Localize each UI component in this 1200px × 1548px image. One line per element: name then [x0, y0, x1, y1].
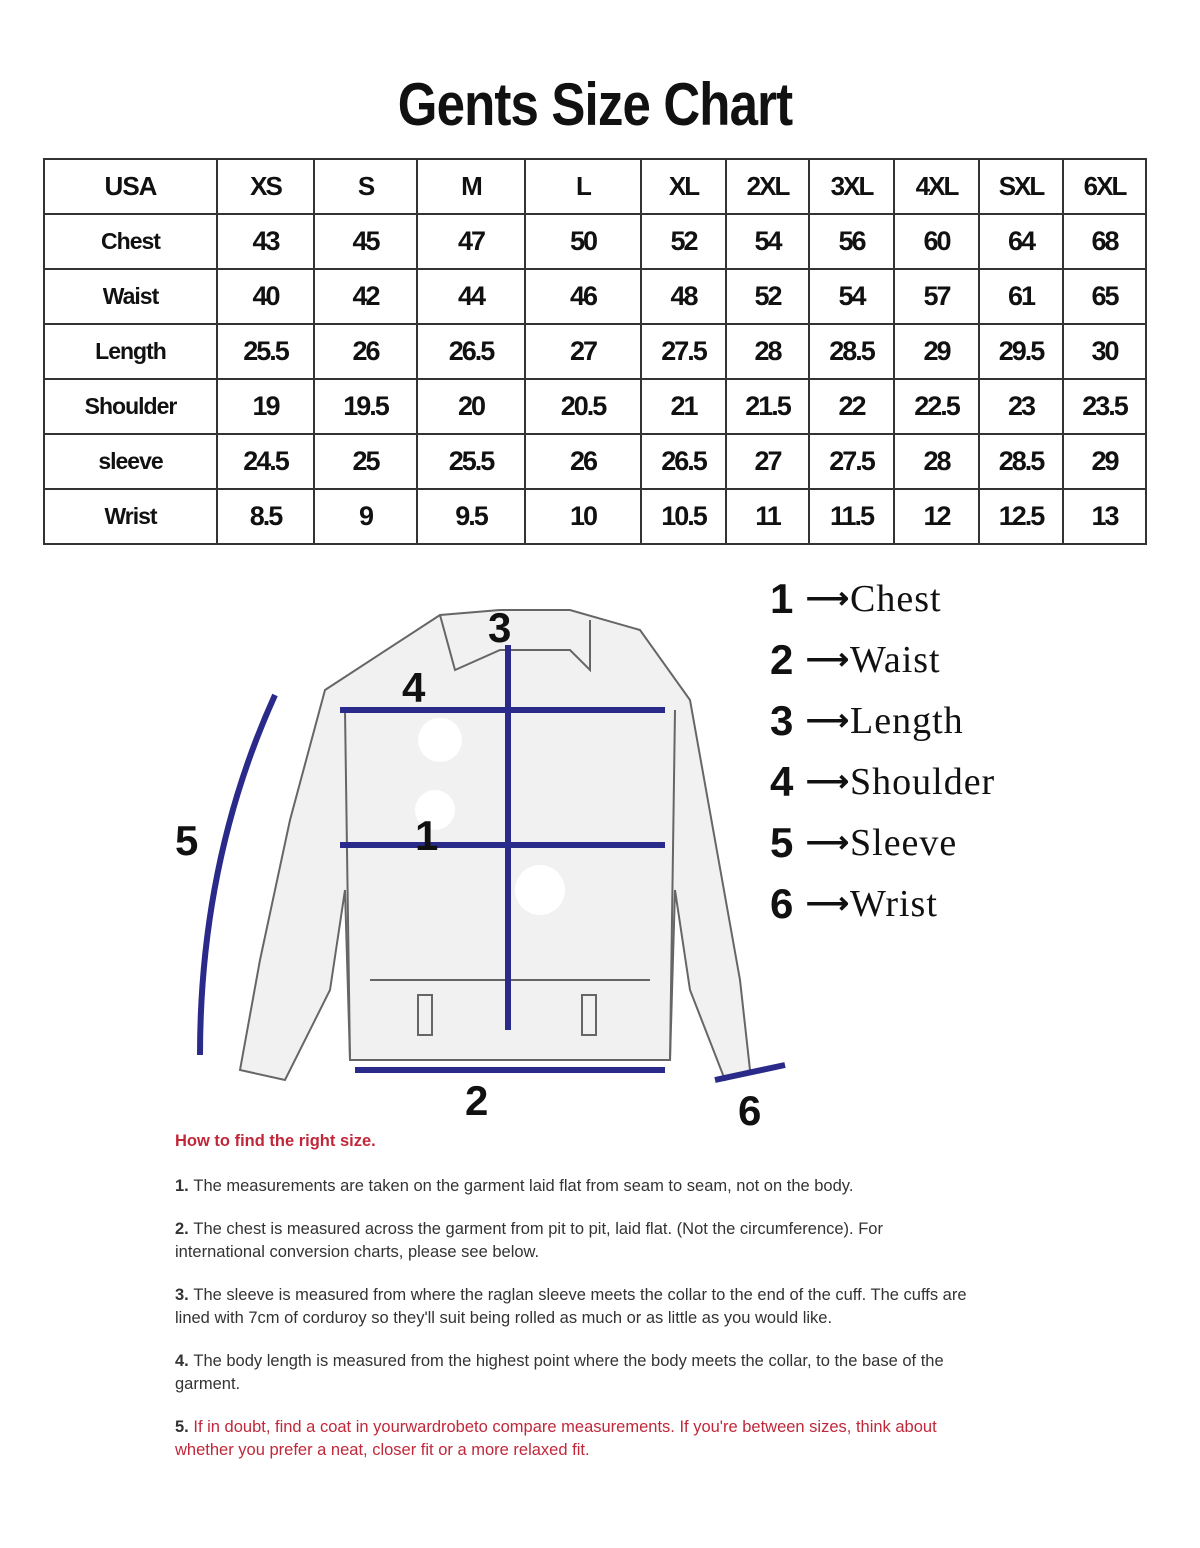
note-number: 3.: [175, 1286, 194, 1304]
table-cell: 61: [979, 269, 1063, 324]
table-cell: 44: [417, 269, 525, 324]
table-cell: 29.5: [979, 324, 1063, 379]
marker-3: 3: [488, 604, 512, 651]
table-cell: 25.5: [217, 324, 314, 379]
page-title: Gents Size Chart: [397, 71, 793, 138]
legend-number: 1: [770, 574, 794, 622]
legend-item: [770, 751, 995, 812]
table-cell: 27: [525, 324, 641, 379]
legend-label: Shoulder: [850, 760, 996, 803]
table-cell: 11.5: [809, 489, 894, 544]
table-cell: 27.5: [809, 434, 894, 489]
table-cell: 24.5: [217, 434, 314, 489]
row-label: Waist: [44, 269, 217, 324]
legend-number: 5: [770, 818, 794, 866]
arrow-right-icon: ⟶: [806, 826, 850, 859]
table-cell: 10.5: [641, 489, 726, 544]
table-cell: 26: [314, 324, 417, 379]
table-cell: 42: [314, 269, 417, 324]
table-cell: 29: [1063, 434, 1146, 489]
arrow-right-icon: ⟶: [806, 765, 850, 798]
table-cell: 12.5: [979, 489, 1063, 544]
legend-number: 6: [770, 879, 794, 927]
note-text: The measurements are taken on the garment laid flat from seam to seam, not on the body.: [193, 1177, 854, 1195]
table-cell: SXL: [979, 159, 1063, 214]
table-cell: 46: [525, 269, 641, 324]
legend-label: Wrist: [850, 882, 938, 925]
legend-item: [770, 690, 995, 751]
table-cell: 43: [217, 214, 314, 269]
row-label: Chest: [44, 214, 217, 269]
note-item: [175, 1175, 975, 1198]
legend-number: 3: [770, 696, 794, 744]
table-cell: 10: [525, 489, 641, 544]
table-cell: 25: [314, 434, 417, 489]
table-cell: 20.5: [525, 379, 641, 434]
table-cell: XL: [641, 159, 726, 214]
table-cell: 29: [894, 324, 979, 379]
notes-heading: How to find the right size.: [175, 1132, 376, 1150]
legend-number: 4: [770, 757, 794, 805]
table-cell: 68: [1063, 214, 1146, 269]
marker-5: 5: [175, 817, 199, 864]
row-label: Shoulder: [44, 379, 217, 434]
note-item: [175, 1218, 975, 1264]
table-cell: 60: [894, 214, 979, 269]
table-row: [44, 379, 1146, 434]
size-table: [43, 158, 1147, 545]
note-item: [175, 1284, 975, 1330]
marker-2: 2: [465, 1077, 489, 1124]
table-cell: 28.5: [809, 324, 894, 379]
row-label: sleeve: [44, 434, 217, 489]
table-cell: 19.5: [314, 379, 417, 434]
note-number: 2.: [175, 1220, 194, 1238]
table-cell: 9: [314, 489, 417, 544]
legend-number: 2: [770, 635, 794, 683]
table-cell: 9.5: [417, 489, 525, 544]
table-cell: 20: [417, 379, 525, 434]
table-cell: 23.5: [1063, 379, 1146, 434]
table-cell: 27: [726, 434, 809, 489]
table-cell: 45: [314, 214, 417, 269]
table-cell: 28: [726, 324, 809, 379]
arrow-right-icon: ⟶: [806, 643, 850, 676]
table-row: [44, 489, 1146, 544]
table-cell: 40: [217, 269, 314, 324]
row-label: USA: [44, 159, 217, 214]
table-cell: 26: [525, 434, 641, 489]
legend-label: Length: [850, 699, 964, 742]
table-row: [44, 269, 1146, 324]
table-header-row: [44, 159, 1146, 214]
table-cell: 21.5: [726, 379, 809, 434]
legend-label: Sleeve: [850, 821, 958, 864]
note-text: The sleeve is measured from where the raglan sleeve meets the collar to the end of the cuff. The cuffs are lined with 7cm of corduroy so they'll suit being rolled as much or as little as you would like.: [175, 1286, 967, 1327]
table-cell: 22.5: [894, 379, 979, 434]
table-cell: 2XL: [726, 159, 809, 214]
note-number: 4.: [175, 1352, 194, 1370]
table-cell: 6XL: [1063, 159, 1146, 214]
table-cell: 22: [809, 379, 894, 434]
table-cell: 65: [1063, 269, 1146, 324]
table-cell: 52: [641, 214, 726, 269]
table-cell: 28: [894, 434, 979, 489]
legend-label: Waist: [850, 638, 941, 681]
note-number: 5.: [175, 1418, 194, 1436]
table-cell: 50: [525, 214, 641, 269]
table-cell: 64: [979, 214, 1063, 269]
table-cell: S: [314, 159, 417, 214]
table-cell: 3XL: [809, 159, 894, 214]
table-cell: 27.5: [641, 324, 726, 379]
note-number: 1.: [175, 1177, 194, 1195]
table-cell: 19: [217, 379, 314, 434]
legend-item: [770, 873, 995, 934]
row-label: Length: [44, 324, 217, 379]
marker-4: 4: [402, 664, 426, 711]
table-cell: 47: [417, 214, 525, 269]
note-item: [175, 1416, 975, 1462]
legend-item: [770, 629, 995, 690]
table-cell: 12: [894, 489, 979, 544]
size-guide-notes: [175, 1130, 975, 1482]
measurement-legend: [770, 568, 995, 934]
table-cell: 56: [809, 214, 894, 269]
marker-1: 1: [415, 812, 439, 859]
table-cell: 4XL: [894, 159, 979, 214]
arrow-right-icon: ⟶: [806, 887, 850, 920]
table-cell: 48: [641, 269, 726, 324]
row-label: Wrist: [44, 489, 217, 544]
table-cell: 8.5: [217, 489, 314, 544]
table-cell: 28.5: [979, 434, 1063, 489]
arrow-right-icon: ⟶: [806, 704, 850, 737]
table-cell: 52: [726, 269, 809, 324]
table-cell: 26.5: [417, 324, 525, 379]
note-item: [175, 1350, 975, 1396]
table-row: [44, 214, 1146, 269]
note-text: The chest is measured across the garment from pit to pit, laid flat. (Not the circumference). For international conversion charts, please see below.: [175, 1220, 883, 1261]
table-cell: 26.5: [641, 434, 726, 489]
legend-item: [770, 812, 995, 873]
table-cell: 23: [979, 379, 1063, 434]
table-cell: 57: [894, 269, 979, 324]
table-cell: 30: [1063, 324, 1146, 379]
table-cell: 25.5: [417, 434, 525, 489]
table-row: [44, 434, 1146, 489]
legend-label: Chest: [850, 577, 942, 620]
table-cell: M: [417, 159, 525, 214]
table-cell: 13: [1063, 489, 1146, 544]
table-cell: 11: [726, 489, 809, 544]
jacket-diagram: [170, 560, 810, 1140]
table-row: [44, 324, 1146, 379]
arrow-right-icon: ⟶: [806, 582, 850, 615]
table-cell: 54: [809, 269, 894, 324]
table-cell: 54: [726, 214, 809, 269]
note-text: The body length is measured from the highest point where the body meets the collar, to the base of the garment.: [175, 1352, 944, 1393]
table-cell: L: [525, 159, 641, 214]
table-cell: XS: [217, 159, 314, 214]
note-text: If in doubt, find a coat in yourwardrobeto compare measurements. If you're between sizes, think about whether you prefer a neat, closer fit or a more relaxed fit.: [175, 1418, 937, 1459]
marker-6: 6: [738, 1087, 762, 1134]
legend-item: [770, 568, 995, 629]
table-cell: 21: [641, 379, 726, 434]
